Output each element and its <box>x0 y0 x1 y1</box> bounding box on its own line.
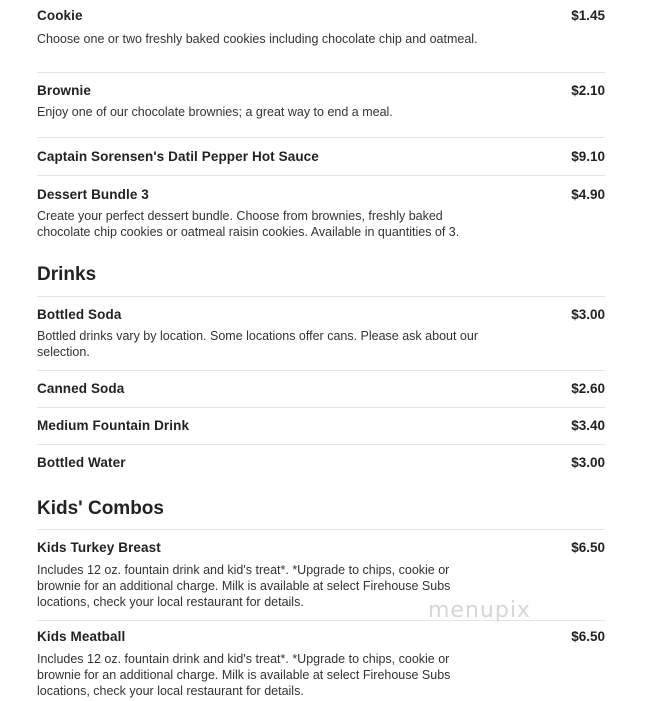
item-description: Includes 12 oz. fountain drink and kid's treat*. *Upgrade to chips, cookie or brownie for an additional charge. Milk is available at select Firehouse Subs locations, check your local restaurant for details. <box>37 652 451 698</box>
watermark-logo: menupix <box>428 598 531 623</box>
menu-item <box>37 445 605 481</box>
item-name: Dessert Bundle 3 <box>37 187 149 202</box>
item-price: $6.50 <box>571 540 605 555</box>
item-name: Medium Fountain Drink <box>37 418 190 433</box>
menu-item <box>37 73 605 138</box>
item-name: Kids Meatball <box>37 629 126 644</box>
item-price: $2.10 <box>571 83 605 98</box>
item-price: $2.60 <box>571 381 605 396</box>
item-description: Bottled drinks vary by location. Some locations offer cans. Please ask about our selection. <box>37 329 478 359</box>
item-price: $3.40 <box>571 418 605 433</box>
item-description: Enjoy one of our chocolate brownies; a great way to end a meal. <box>37 105 393 119</box>
item-description: Create your perfect dessert bundle. Choose from brownies, freshly baked chocolate chip cookies or oatmeal raisin cookies. Available in quantities of 3. <box>37 209 460 239</box>
item-description: Includes 12 oz. fountain drink and kid's treat*. *Upgrade to chips, cookie or brownie for an additional charge. Milk is available at select Firehouse Subs locations, check your local restaurant for details. <box>37 563 451 609</box>
section-title: Kids' Combos <box>37 498 164 519</box>
item-name: Captain Sorensen's Datil Pepper Hot Sauce <box>37 149 319 164</box>
menu-item <box>37 297 605 371</box>
item-price: $6.50 <box>571 629 605 644</box>
menu-item <box>37 176 605 249</box>
item-price: $1.45 <box>571 8 605 23</box>
menu-item <box>37 408 605 445</box>
section-kids-header <box>37 481 605 530</box>
menu-item <box>37 621 605 701</box>
section-title: Drinks <box>37 264 97 285</box>
item-price: $4.90 <box>571 187 605 202</box>
item-price: $3.00 <box>571 455 605 470</box>
item-description: Choose one or two freshly baked cookies including chocolate chip and oatmeal. <box>37 32 478 46</box>
item-price: $3.00 <box>571 307 605 322</box>
menu <box>37 0 605 701</box>
item-price: $9.10 <box>571 149 605 164</box>
section-drinks-header <box>37 249 605 297</box>
item-name: Brownie <box>37 83 91 98</box>
item-name: Bottled Water <box>37 455 126 470</box>
menu-item <box>37 371 605 408</box>
item-name: Bottled Soda <box>37 307 122 322</box>
item-name: Kids Turkey Breast <box>37 540 161 555</box>
item-name: Cookie <box>37 8 83 23</box>
menu-item <box>37 138 605 176</box>
item-name: Canned Soda <box>37 381 125 396</box>
menu-item <box>37 0 605 73</box>
